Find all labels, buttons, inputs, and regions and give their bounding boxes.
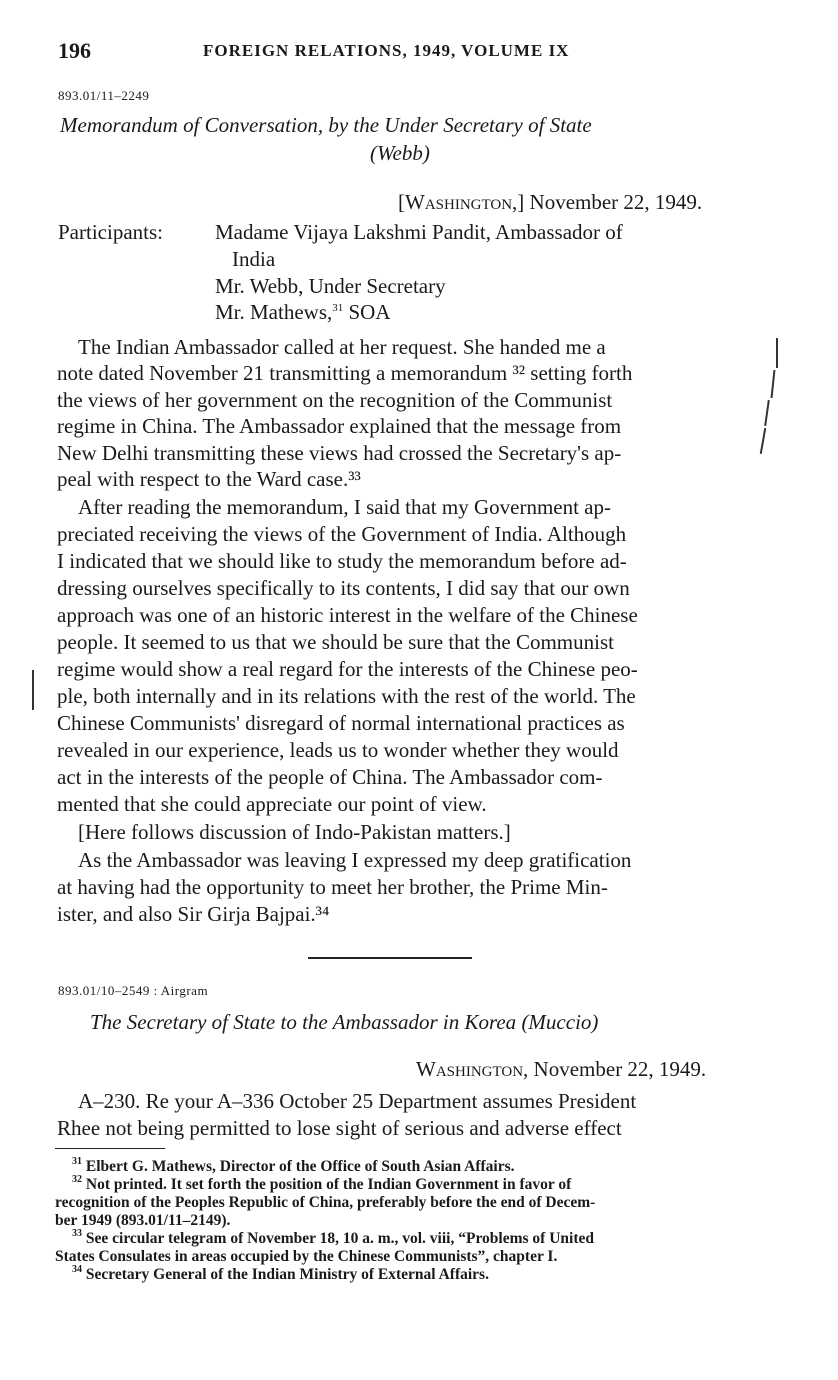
footnote-text: See circular telegram of November 18, 10 a. m., vol. viii, “Problems of United	[85, 1230, 594, 1247]
para4-line: ister, and also Sir Girja Bajpai.³⁴	[57, 902, 330, 926]
participant-2: Mr. Webb, Under Secretary	[215, 274, 446, 298]
margin-mark	[764, 400, 770, 426]
dateline-2-place: Washington,	[416, 1057, 529, 1081]
para1-line: regime in China. The Ambassador explained that the message from	[57, 414, 622, 438]
para4-line: As the Ambassador was leaving I expressed my deep gratification	[78, 848, 632, 872]
document-title-line-2: (Webb)	[370, 141, 430, 165]
footnote-31	[72, 1158, 515, 1176]
para2-line: act in the interests of the people of China. The Ambassador com-	[57, 765, 603, 789]
footnote-33	[72, 1230, 594, 1248]
doc2-para-line: A–230. Re your A–336 October 25 Department assumes President	[78, 1089, 637, 1113]
participants-label: Participants:	[58, 220, 163, 244]
para2-line: Chinese Communists' disregard of normal international practices as	[57, 711, 625, 735]
footnote-text: Not printed. It set forth the position of the Indian Government in favor of	[85, 1176, 572, 1193]
margin-mark	[776, 338, 778, 368]
dateline-2	[416, 1057, 706, 1082]
footnote-rule	[55, 1148, 165, 1149]
margin-mark	[760, 428, 766, 454]
para2-line: preciated receiving the views of the Government of India. Although	[57, 522, 627, 546]
footnote-34	[72, 1266, 489, 1284]
para2-line: people. It seemed to us that we should be sure that the Communist	[57, 630, 614, 654]
doc2-para-line: Rhee not being permitted to lose sight of serious and adverse effect	[57, 1116, 622, 1140]
para1-line: peal with respect to the Ward case.³³	[57, 467, 361, 491]
footnote-32	[72, 1176, 571, 1194]
section-divider	[308, 957, 472, 959]
footnote-mark: 32	[72, 1174, 82, 1185]
footnote-text: States Consulates in areas occupied by the Chinese Communists”, chapter I.	[55, 1248, 558, 1265]
participant-1-line-1: Madame Vijaya Lakshmi Pandit, Ambassador of	[215, 220, 623, 244]
participant-3	[215, 300, 391, 325]
para1-line: The Indian Ambassador called at her request. She handed me a	[78, 335, 606, 359]
margin-mark	[771, 370, 776, 398]
dateline-place: [Washington,]	[398, 190, 525, 214]
participant-1-line-2: India	[232, 247, 276, 271]
para2-line: ple, both internally and in its relations with the rest of the world. The	[57, 684, 636, 708]
footnote-mark: 31	[72, 1156, 82, 1167]
para2-line: approach was one of an historic interest in the welfare of the Chinese	[57, 603, 638, 627]
footnote-text: recognition of the Peoples Republic of China, preferably before the end of Decem-	[55, 1194, 596, 1211]
footnote-mark: 34	[72, 1264, 82, 1275]
para2-line: dressing ourselves specifically to its contents, I did say that our own	[57, 576, 630, 600]
footnote-text: Elbert G. Mathews, Director of the Office of South Asian Affairs.	[85, 1158, 515, 1175]
dateline-date: November 22, 1949.	[529, 190, 703, 214]
document-2-title-main: The Secretary of State to the Ambassador in Korea	[90, 1010, 517, 1034]
page-number: 196	[58, 38, 91, 63]
para1-line: New Delhi transmitting these views had crossed the Secretary's ap-	[57, 441, 622, 465]
dateline	[398, 190, 702, 215]
document-title-line-1: Memorandum of Conversation, by the Under Secretary of State	[60, 113, 592, 137]
para2-line: After reading the memorandum, I said that my Government ap-	[78, 495, 611, 519]
para3-line: [Here follows discussion of Indo-Pakistan matters.]	[78, 820, 511, 844]
document-2-title	[90, 1010, 598, 1035]
margin-mark	[32, 670, 34, 710]
dateline-2-date: November 22, 1949.	[533, 1057, 707, 1081]
participant-3-name: Mr. Mathews,	[215, 300, 333, 324]
file-number-2: 893.01/10–2549 : Airgram	[58, 983, 209, 998]
file-number: 893.01/11–2249	[58, 88, 150, 103]
footnote-ref-31: 31	[332, 302, 344, 314]
para2-line: regime would show a real regard for the interests of the Chinese peo-	[57, 657, 638, 681]
document-2-title-name: (Muccio)	[521, 1010, 599, 1034]
footnote-mark: 33	[72, 1228, 82, 1239]
footnote-text: Secretary General of the Indian Ministry of External Affairs.	[85, 1266, 489, 1283]
para4-line: at having had the opportunity to meet her brother, the Prime Min-	[57, 875, 608, 899]
participant-3-org: SOA	[343, 300, 391, 324]
footnote-text: ber 1949 (893.01/11–2149).	[55, 1212, 231, 1229]
para2-line: revealed in our experience, leads us to wonder whether they would	[57, 738, 619, 762]
para1-line: note dated November 21 transmitting a memorandum ³² setting forth	[57, 361, 633, 385]
para1-line: the views of her government on the recognition of the Communist	[57, 388, 613, 412]
running-title: FOREIGN RELATIONS, 1949, VOLUME IX	[203, 41, 570, 60]
para2-line: mented that she could appreciate our point of view.	[57, 792, 487, 816]
para2-line: I indicated that we should like to study the memorandum before ad-	[57, 549, 627, 573]
